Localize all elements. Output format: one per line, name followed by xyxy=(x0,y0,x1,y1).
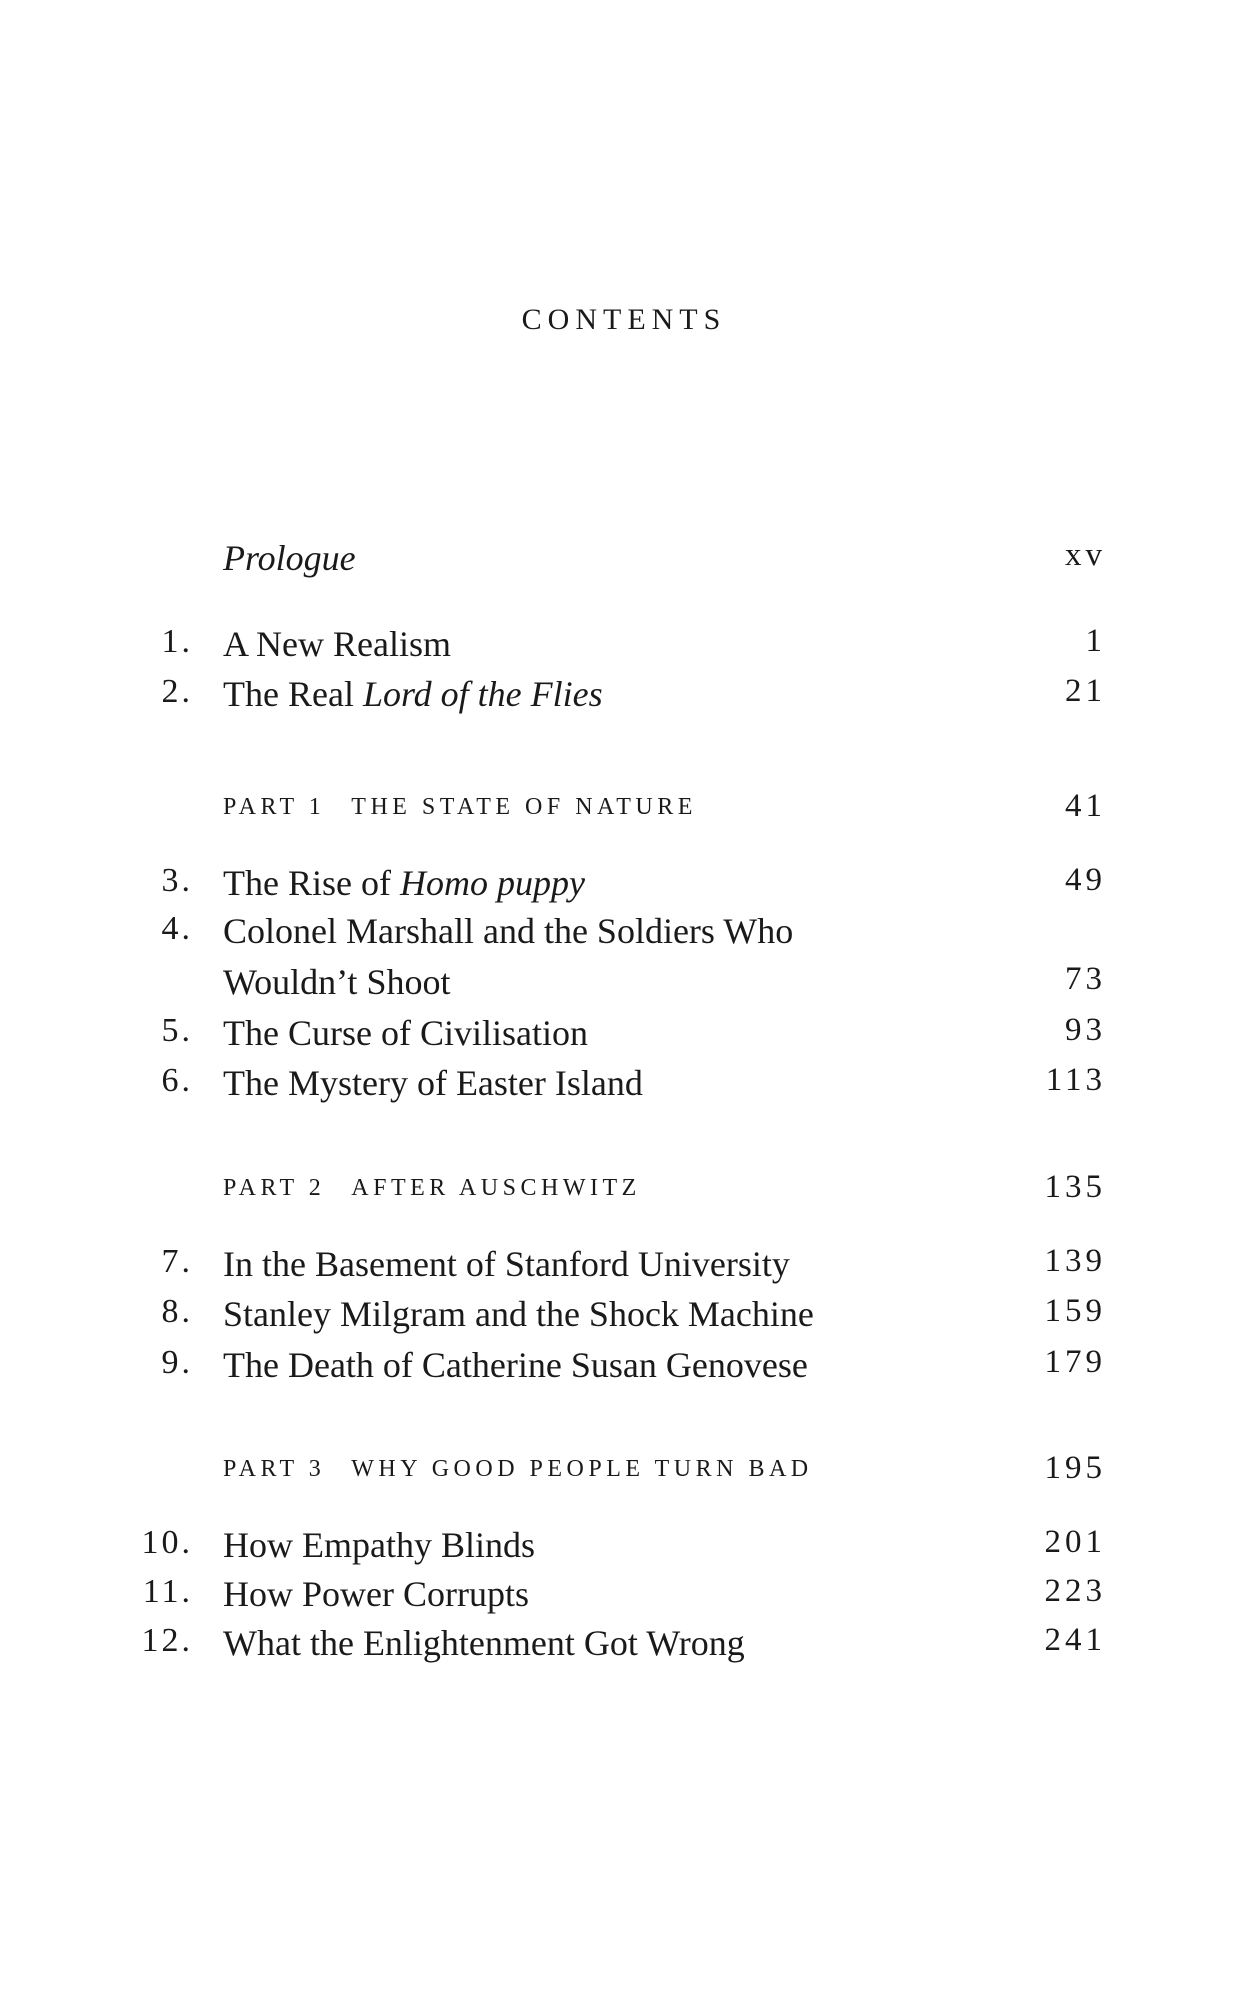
entry-title-line-2: Wouldn’t Shoot xyxy=(223,962,451,1002)
entry-number: 2. xyxy=(161,673,193,710)
entry-number: 11. xyxy=(142,1573,193,1610)
entry-number: 8. xyxy=(161,1293,193,1330)
part-label: PART 1 xyxy=(223,794,326,820)
entry-title xyxy=(223,537,356,579)
entry-page: 21 xyxy=(1065,673,1106,709)
entry-page: 73 xyxy=(1065,961,1106,997)
entry-page: xv xyxy=(1065,537,1106,573)
toc-entry-2[interactable] xyxy=(0,673,1248,725)
entry-number: 3. xyxy=(161,862,193,899)
part-name: WHY GOOD PEOPLE TURN BAD xyxy=(351,1456,813,1482)
page-title: CONTENTS xyxy=(521,303,727,336)
entry-number: 12. xyxy=(141,1622,193,1659)
entry-number: 10. xyxy=(141,1524,193,1561)
toc-entry-11[interactable] xyxy=(0,1573,1248,1625)
entry-page: 41 xyxy=(1065,788,1106,824)
entry-title: In the Basement of Stanford University xyxy=(223,1244,790,1284)
toc-entry-4-continued[interactable] xyxy=(0,961,1248,1013)
part-heading xyxy=(223,1456,813,1483)
entry-page: 1 xyxy=(1085,623,1106,659)
entry-title xyxy=(223,862,585,904)
entry-page: 93 xyxy=(1065,1012,1106,1048)
entry-title-italic: Lord of the Flies xyxy=(362,674,603,714)
entry-number: 9. xyxy=(161,1344,193,1381)
entry-page: 241 xyxy=(1044,1622,1106,1658)
entry-title xyxy=(223,673,603,715)
entry-title: How Power Corrupts xyxy=(223,1574,529,1614)
entry-number: 1. xyxy=(161,623,193,660)
toc-entry-prologue[interactable] xyxy=(0,537,1248,589)
part-label: PART 3 xyxy=(223,1456,326,1482)
toc-entry-12[interactable] xyxy=(0,1622,1248,1674)
part-label: PART 2 xyxy=(223,1175,326,1201)
toc-part-3[interactable] xyxy=(0,1450,1248,1502)
toc-entry-8[interactable] xyxy=(0,1293,1248,1345)
entry-number: 4. xyxy=(161,910,193,947)
entry-title: Stanley Milgram and the Shock Machine xyxy=(223,1294,814,1334)
entry-title-italic: Prologue xyxy=(223,538,356,578)
entry-page: 201 xyxy=(1044,1524,1106,1560)
entry-page: 135 xyxy=(1044,1169,1106,1205)
toc-entry-5[interactable] xyxy=(0,1012,1248,1064)
entry-page: 223 xyxy=(1044,1573,1106,1609)
entry-page: 139 xyxy=(1044,1243,1106,1279)
toc-part-1[interactable] xyxy=(0,788,1248,840)
entry-title: What the Enlightenment Got Wrong xyxy=(223,1623,745,1663)
toc-entry-1[interactable] xyxy=(0,623,1248,675)
toc-entry-9[interactable] xyxy=(0,1344,1248,1396)
entry-title: How Empathy Blinds xyxy=(223,1525,535,1565)
entry-title-roman: The Rise of xyxy=(223,863,400,903)
entry-page: 195 xyxy=(1044,1450,1106,1486)
entry-title: A New Realism xyxy=(223,624,451,664)
part-name: AFTER AUSCHWITZ xyxy=(351,1175,641,1201)
toc-part-2[interactable] xyxy=(0,1169,1248,1221)
entry-title: The Curse of Civilisation xyxy=(223,1013,588,1053)
toc-entry-4[interactable] xyxy=(0,910,1248,962)
entry-title-roman: The Real xyxy=(223,674,363,714)
toc-entry-6[interactable] xyxy=(0,1062,1248,1114)
entry-title-line-1: Colonel Marshall and the Soldiers Who xyxy=(223,911,794,951)
entry-page: 159 xyxy=(1044,1293,1106,1329)
part-name: THE STATE OF NATURE xyxy=(351,794,697,820)
entry-page: 113 xyxy=(1045,1062,1106,1098)
entry-title: The Death of Catherine Susan Genovese xyxy=(223,1345,808,1385)
part-heading xyxy=(223,1175,641,1202)
toc-entry-7[interactable] xyxy=(0,1243,1248,1295)
toc-entry-3[interactable] xyxy=(0,862,1248,914)
entry-number: 5. xyxy=(161,1012,193,1049)
part-heading xyxy=(223,794,697,821)
entry-page: 49 xyxy=(1065,862,1106,898)
entry-number: 7. xyxy=(161,1243,193,1280)
entry-page: 179 xyxy=(1044,1344,1106,1380)
toc-entry-10[interactable] xyxy=(0,1524,1248,1576)
entry-title: The Mystery of Easter Island xyxy=(223,1063,643,1103)
entry-number: 6. xyxy=(161,1062,193,1099)
entry-title-italic: Homo puppy xyxy=(399,863,585,903)
